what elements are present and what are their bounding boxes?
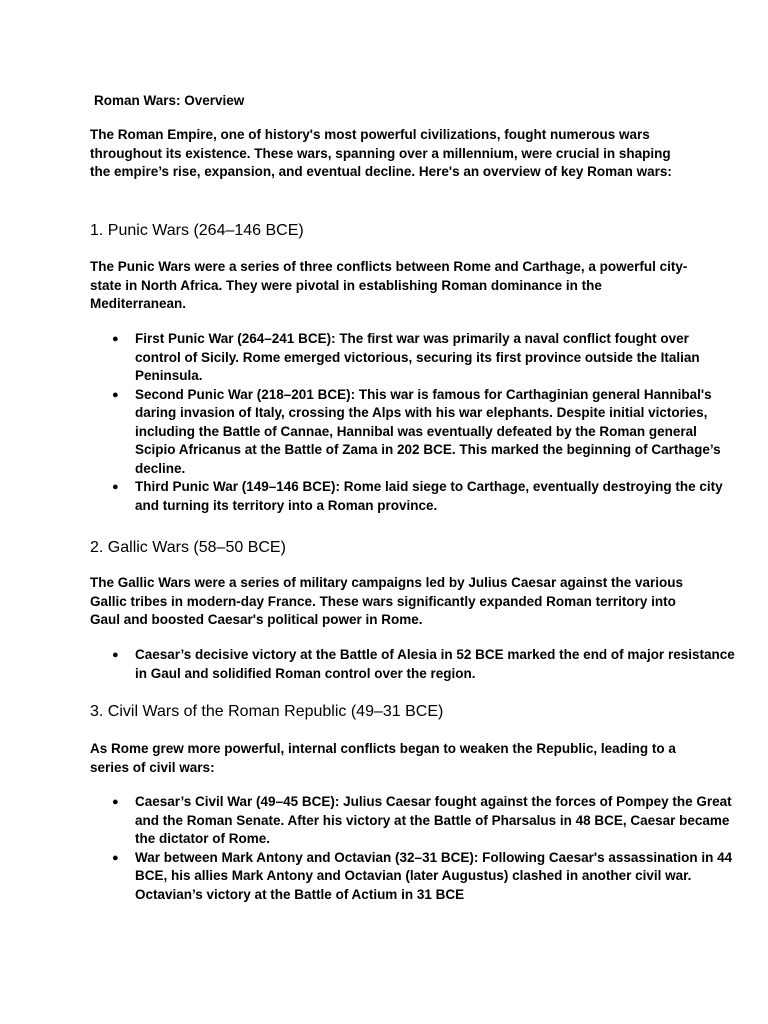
section-paragraph-civil-wars: As Rome grew more powerful, internal conflicts began to weaken the Republic, leading to a series of civil wars: bbox=[90, 741, 676, 775]
list-item-text: Third Punic War (149–146 BCE): Rome laid siege to Carthage, eventually destroying the city and turning its territory into a Roman province. bbox=[135, 479, 723, 513]
bullet-list-gallic-wars bbox=[90, 646, 735, 683]
bullet-icon: ● bbox=[112, 333, 119, 345]
list-item-text: Caesar’s decisive victory at the Battle of Alesia in 52 BCE marked the end of major resistance in Gaul and solidified Roman control over the region. bbox=[135, 647, 735, 681]
list-item bbox=[112, 386, 735, 479]
list-item-text: First Punic War (264–241 BCE): The first war was primarily a naval conflict fought over control of Sicily. Rome emerged victorious, securing its first province outside the Italian Peninsula. bbox=[135, 331, 700, 383]
list-item-text: War between Mark Antony and Octavian (32–31 BCE): Following Caesar's assassination in 44 BCE, his allies Mark Antony and Octavian (later Augustus) clashed in another civil war. Octavian’s victory at the Battle of Actium in 31 BCE bbox=[135, 849, 733, 902]
bullet-icon: ● bbox=[112, 481, 119, 493]
bullet-list-civil-wars bbox=[90, 793, 735, 904]
list-item-text: Second Punic War (218–201 BCE): This war is famous for Carthaginian general Hannibal's daring invasion of Italy, crossing the Alps with his war elephants. Despite initial victories, including the Battle of Cannae, Hannibal was eventually defeated by the Roman general Scipio Africanus at the Battle of Zama in 202 BCE. This marked the beginning of Carthage’s decline. bbox=[135, 386, 721, 476]
section-paragraph-gallic-wars: The Gallic Wars were a series of military campaigns led by Julius Caesar against the various Gallic tribes in modern-day France. These wars significantly expanded Roman territory into Gaul and boosted Caesar's political power in Rome. bbox=[90, 575, 683, 627]
bullet-icon: ● bbox=[112, 851, 119, 864]
list-item-text: Caesar’s Civil War (49–45 BCE): Julius Caesar fought against the forces of Pompey the Great and the Roman Senate. After his victory at the Battle of Pharsalus in 48 BCE, Caesar became the dictator of Rome. bbox=[135, 794, 732, 846]
bullet-icon: ● bbox=[112, 796, 119, 808]
list-item bbox=[112, 793, 735, 849]
list-item bbox=[112, 478, 735, 515]
bullet-icon: ● bbox=[112, 649, 119, 661]
list-item bbox=[112, 849, 735, 905]
section-heading-punic-wars: 1. Punic Wars (264–146 BCE) bbox=[90, 222, 304, 239]
bullet-list-punic-wars bbox=[90, 330, 735, 515]
section-paragraph-punic-wars: The Punic Wars were a series of three conflicts between Rome and Carthage, a powerful city-state in North Africa. They were pivotal in establishing Roman dominance in the Mediterranean. bbox=[90, 259, 688, 311]
section-heading-gallic-wars: 2. Gallic Wars (58–50 BCE) bbox=[90, 539, 286, 556]
section-heading-civil-wars: 3. Civil Wars of the Roman Republic (49–31 BCE) bbox=[90, 703, 444, 720]
list-item bbox=[112, 646, 735, 683]
document-title: Roman Wars: Overview bbox=[94, 93, 245, 108]
intro-paragraph: The Roman Empire, one of history's most powerful civilizations, fought numerous wars throughout its existence. These wars, spanning over a millennium, were crucial in shaping the empire’s rise, expansion, and eventual decline. Here's an overview of key Roman wars: bbox=[90, 127, 672, 179]
bullet-icon: ● bbox=[112, 388, 119, 401]
list-item bbox=[112, 330, 735, 386]
